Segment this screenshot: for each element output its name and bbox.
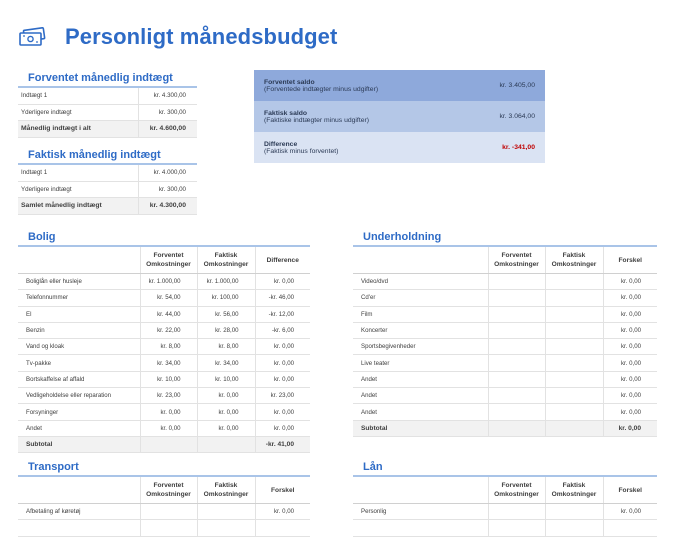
laan-title: Lån (363, 461, 383, 473)
table-row (353, 290, 657, 306)
table-row (18, 371, 310, 387)
expected-cost (488, 371, 545, 387)
expense-label: Forsyninger (18, 404, 140, 420)
expected-cost: kr. 10,00 (140, 371, 197, 387)
bolig-table (18, 247, 310, 453)
difference-value: kr. 0,00 (255, 420, 310, 436)
actual-cost: kr. 28,00 (197, 322, 255, 338)
actual-income-title: Faktisk månedlig indtægt (28, 149, 161, 161)
expense-label: Vedligeholdelse eller reparation (18, 388, 140, 404)
actual-cost-header (545, 247, 603, 274)
actual-balance-row (254, 101, 545, 132)
expected-cost (488, 322, 545, 338)
actual-cost (545, 306, 603, 322)
subtotal-row (18, 436, 310, 452)
expense-label: Sportsbegivenheder (353, 339, 488, 355)
actual-cost: kr. 8,00 (197, 339, 255, 355)
total-value: kr. 4.600,00 (138, 121, 197, 138)
expected-cost (488, 306, 545, 322)
actual-cost: kr. 0,00 (197, 420, 255, 436)
difference-value: kr. 0,00 (603, 404, 657, 420)
table-row (353, 274, 657, 290)
expense-label (353, 520, 488, 536)
table-row (18, 290, 310, 306)
difference-value (255, 520, 310, 536)
header-line: Omkostninger (203, 261, 249, 268)
table-row (18, 322, 310, 338)
table-row (353, 504, 657, 520)
subtotal-value: -kr. 41,00 (255, 436, 310, 452)
row-value: kr. 4.300,00 (138, 88, 197, 104)
underholdning-title: Underholdning (363, 231, 442, 243)
expected-cost: kr. 8,00 (140, 339, 197, 355)
expected-cost-header (140, 477, 197, 504)
actual-cost (545, 520, 603, 536)
expense-label: Video/dvd (353, 274, 488, 290)
transport-title: Transport (28, 461, 79, 473)
difference-value: kr. 0,00 (255, 371, 310, 387)
actual-cost (545, 404, 603, 420)
table-row (18, 274, 310, 290)
header-line: Forventet (153, 252, 184, 259)
header-line: Omkostninger (551, 261, 597, 268)
expense-label: Boliglån eller husleje (18, 274, 140, 290)
expense-label: Film (353, 306, 488, 322)
expected-cost (488, 388, 545, 404)
expected-cost: kr. 22,00 (140, 322, 197, 338)
header-line: Omkostninger (494, 261, 539, 268)
expected-income-table (18, 88, 197, 138)
table-row (18, 420, 310, 436)
summary-sub: (Forventede indtægter minus udgifter) (264, 85, 379, 93)
expense-label: Tv-pakke (18, 355, 140, 371)
difference-value: kr. 0,00 (255, 355, 310, 371)
expected-cost (140, 520, 197, 536)
difference-value: kr. 0,00 (255, 504, 310, 520)
header-blank (18, 247, 140, 274)
expense-label: Andet (353, 371, 488, 387)
money-icon (18, 27, 46, 47)
expense-label: Vand og kloak (18, 339, 140, 355)
summary-label: Forventet saldo (264, 78, 315, 86)
actual-cost: kr. 1.000,00 (197, 274, 255, 290)
actual-cost (545, 290, 603, 306)
difference-header: Difference (255, 247, 310, 274)
header-line: Faktisk (214, 252, 238, 259)
difference-value: -kr. 6,00 (255, 322, 310, 338)
subtotal-value (488, 420, 545, 436)
header-line: Omkostninger (551, 491, 597, 498)
header-row (353, 477, 657, 504)
difference-value: kr. 0,00 (255, 274, 310, 290)
row-label: Indtægt 1 (18, 165, 138, 181)
table-row (18, 165, 197, 181)
table-row (18, 355, 310, 371)
expense-label: Afbetaling af køretøj (18, 504, 140, 520)
expected-cost: kr. 0,00 (140, 420, 197, 436)
row-value: kr. 300,00 (138, 181, 197, 198)
expense-label: Personlig (353, 504, 488, 520)
subtotal-label: Subtotal (18, 436, 140, 452)
actual-cost: kr. 100,00 (197, 290, 255, 306)
subtotal-label: Subtotal (353, 420, 488, 436)
actual-cost-header (197, 477, 255, 504)
table-row (18, 339, 310, 355)
header-line: Omkostninger (494, 491, 539, 498)
summary-sub: (Faktisk minus forventet) (264, 147, 339, 155)
table-row (353, 371, 657, 387)
difference-value: -kr. 12,00 (255, 306, 310, 322)
actual-cost (545, 388, 603, 404)
summary-label: Faktisk saldo (264, 109, 308, 117)
header-line: Faktisk (562, 482, 586, 489)
table-row (18, 520, 310, 536)
summary-value: kr. 3.064,00 (499, 113, 535, 120)
row-label: Indtægt 1 (18, 88, 138, 104)
expected-cost (140, 504, 197, 520)
expected-income-title: Forventet månedlig indtægt (28, 72, 173, 84)
expense-label: Live teater (353, 355, 488, 371)
total-row (18, 121, 197, 138)
summary-sub: (Faktiske indtægter minus udgifter) (264, 116, 370, 124)
difference-value: kr. 0,00 (255, 339, 310, 355)
actual-cost (545, 339, 603, 355)
expected-cost: kr. 23,00 (140, 388, 197, 404)
actual-cost: kr. 10,00 (197, 371, 255, 387)
expense-label: Koncerter (353, 322, 488, 338)
expense-label: Andet (353, 404, 488, 420)
expense-label (18, 520, 140, 536)
summary-value: kr. -341,00 (502, 144, 535, 151)
expected-cost (488, 355, 545, 371)
expense-label: Benzin (18, 322, 140, 338)
table-row (18, 388, 310, 404)
difference-value: kr. 0,00 (603, 355, 657, 371)
table-row (353, 520, 657, 536)
actual-cost (545, 371, 603, 387)
table-row (353, 355, 657, 371)
header-line: Omkostninger (203, 491, 249, 498)
table-row (353, 306, 657, 322)
actual-cost (545, 274, 603, 290)
actual-cost: kr. 56,00 (197, 306, 255, 322)
difference-value: kr. 0,00 (603, 504, 657, 520)
total-row (18, 198, 197, 215)
header-line: Forventet (501, 482, 532, 489)
difference-value: kr. 0,00 (603, 322, 657, 338)
actual-income-table (18, 165, 197, 215)
actual-cost (545, 322, 603, 338)
table-row (18, 504, 310, 520)
expected-cost: kr. 1.000,00 (140, 274, 197, 290)
expected-cost-header (140, 247, 197, 274)
bolig-title: Bolig (28, 231, 56, 243)
difference-value: kr. 0,00 (603, 371, 657, 387)
subtotal-value (545, 420, 603, 436)
page-title: Personligt månedsbudget (65, 24, 338, 49)
difference-value: kr. 23,00 (255, 388, 310, 404)
difference-value: kr. 0,00 (603, 388, 657, 404)
table-row (18, 181, 197, 198)
header-line: Omkostninger (146, 261, 191, 268)
expense-label: Andet (353, 388, 488, 404)
header-blank (18, 477, 140, 504)
expense-label: Telefonnummer (18, 290, 140, 306)
row-value: kr. 300,00 (138, 104, 197, 121)
expense-label: El (18, 306, 140, 322)
header-line: Forventet (501, 252, 532, 259)
expected-balance-row (254, 70, 545, 101)
difference-header: Forskel (255, 477, 310, 504)
underholdning-table (353, 247, 657, 437)
header-blank (353, 247, 488, 274)
subtotal-value (140, 436, 197, 452)
actual-cost-header (545, 477, 603, 504)
total-label: Månedlig indtægt i alt (18, 121, 138, 138)
table-row (18, 404, 310, 420)
actual-cost: kr. 0,00 (197, 388, 255, 404)
table-row (353, 322, 657, 338)
difference-value: kr. 0,00 (603, 274, 657, 290)
total-value: kr. 4.300,00 (138, 198, 197, 215)
header-row (18, 247, 310, 274)
header-line: Faktisk (562, 252, 586, 259)
transport-table (18, 477, 310, 537)
subtotal-value (197, 436, 255, 452)
expense-label: Bortskaffelse af affald (18, 371, 140, 387)
subtotal-row (353, 420, 657, 436)
difference-value: kr. 0,00 (603, 290, 657, 306)
header-row (18, 477, 310, 504)
expected-cost: kr. 0,00 (140, 404, 197, 420)
subtotal-value: kr. 0,00 (603, 420, 657, 436)
actual-cost (197, 504, 255, 520)
summary-label: Difference (264, 140, 298, 148)
actual-cost-header (197, 247, 255, 274)
expected-cost-header (488, 247, 545, 274)
expense-label: Andet (18, 420, 140, 436)
table-row (18, 306, 310, 322)
actual-cost: kr. 0,00 (197, 404, 255, 420)
difference-value: kr. 0,00 (603, 306, 657, 322)
expected-cost (488, 504, 545, 520)
table-row (18, 104, 197, 121)
expected-cost (488, 274, 545, 290)
difference-value: kr. 0,00 (255, 404, 310, 420)
difference-row (254, 132, 545, 163)
expected-cost (488, 339, 545, 355)
header-line: Omkostninger (146, 491, 191, 498)
header-row (353, 247, 657, 274)
difference-value (603, 520, 657, 536)
expected-cost (488, 520, 545, 536)
expected-cost: kr. 54,00 (140, 290, 197, 306)
row-value: kr. 4.000,00 (138, 165, 197, 181)
table-row (353, 339, 657, 355)
total-label: Samlet månedlig indtægt (18, 198, 138, 215)
table-row (353, 404, 657, 420)
actual-cost (545, 504, 603, 520)
expected-cost (488, 404, 545, 420)
actual-cost (197, 520, 255, 536)
laan-table (353, 477, 657, 537)
header-blank (353, 477, 488, 504)
row-label: Yderligere indtægt (18, 104, 138, 121)
expected-cost-header (488, 477, 545, 504)
actual-cost (545, 355, 603, 371)
header-line: Forventet (153, 482, 184, 489)
difference-header: Forskel (603, 477, 657, 504)
expense-label: Cd'er (353, 290, 488, 306)
row-label: Yderligere indtægt (18, 181, 138, 198)
summary-value: kr. 3.405,00 (499, 82, 535, 89)
difference-header: Forskel (603, 247, 657, 274)
difference-value: -kr. 46,00 (255, 290, 310, 306)
actual-cost: kr. 34,00 (197, 355, 255, 371)
expected-cost: kr. 44,00 (140, 306, 197, 322)
table-row (353, 388, 657, 404)
expected-cost (488, 290, 545, 306)
header-line: Faktisk (214, 482, 238, 489)
table-row (18, 88, 197, 104)
balance-summary (254, 70, 545, 163)
difference-value: kr. 0,00 (603, 339, 657, 355)
expected-cost: kr. 34,00 (140, 355, 197, 371)
